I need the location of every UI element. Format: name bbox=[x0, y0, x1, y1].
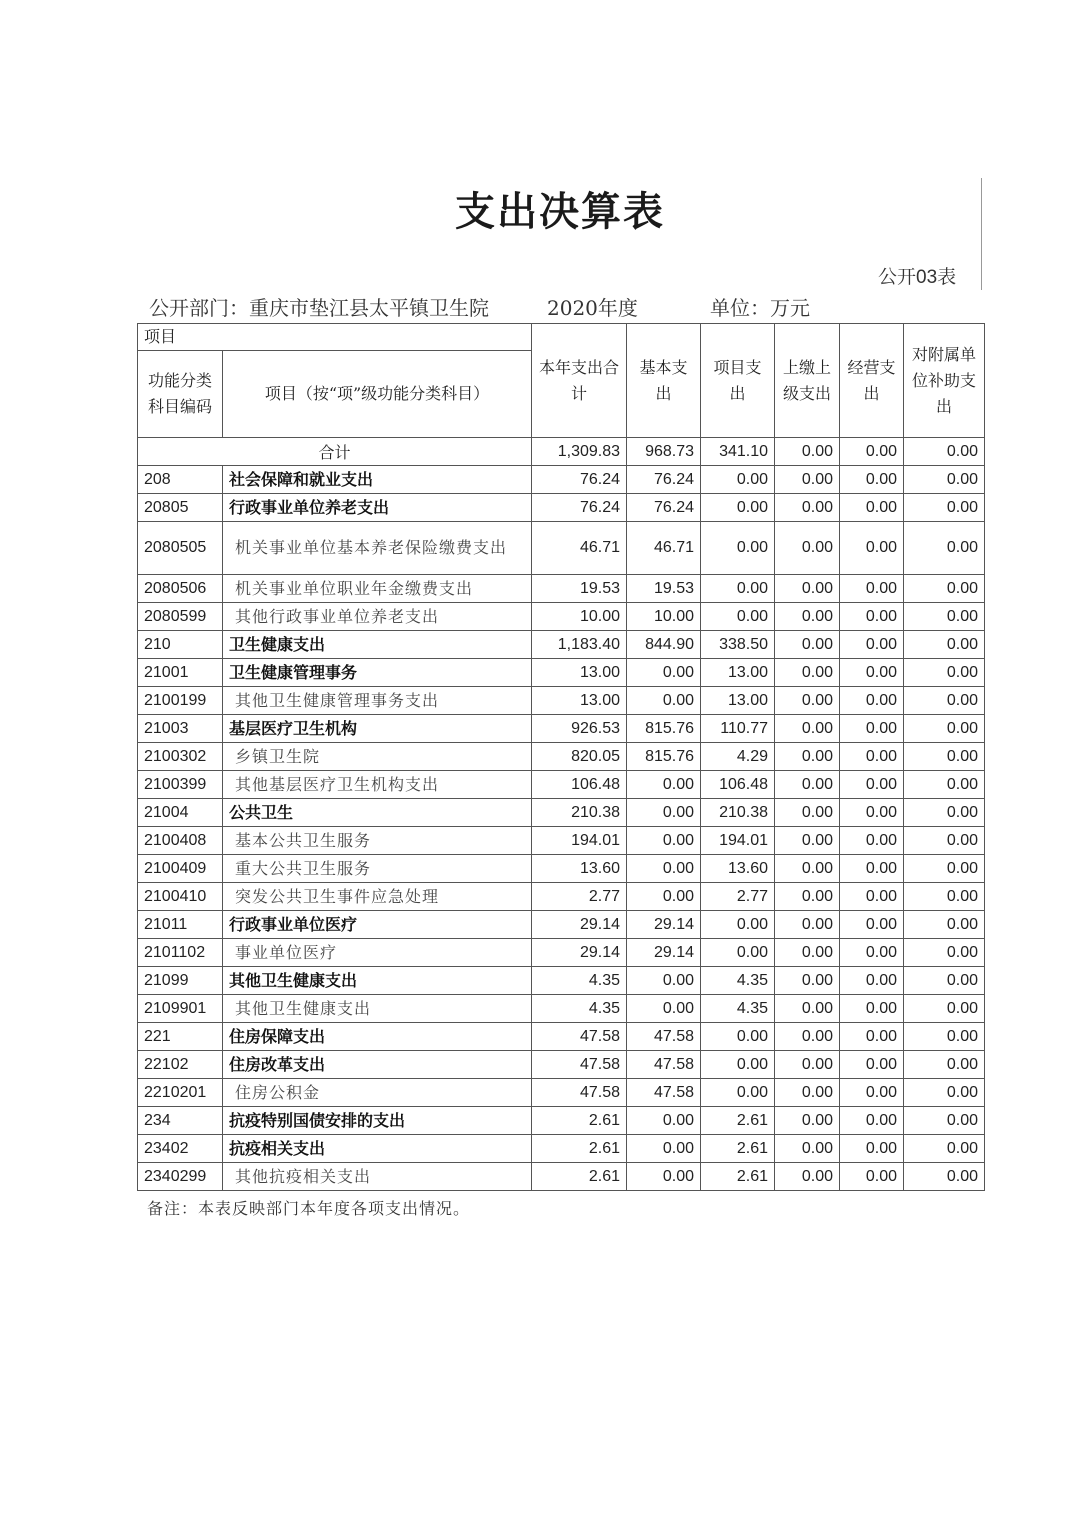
name-cell: 抗疫相关支出 bbox=[223, 1135, 532, 1163]
value-cell: 0.00 bbox=[904, 799, 985, 827]
code-cell: 2210201 bbox=[138, 1079, 223, 1107]
value-cell: 76.24 bbox=[532, 466, 627, 494]
value-cell: 0.00 bbox=[775, 1023, 840, 1051]
value-cell: 4.35 bbox=[532, 967, 627, 995]
name-cell: 社会保障和就业支出 bbox=[223, 466, 532, 494]
code-cell: 21001 bbox=[138, 659, 223, 687]
name-cell: 卫生健康管理事务 bbox=[223, 659, 532, 687]
table-row bbox=[138, 466, 985, 494]
header-project: 项目 bbox=[138, 324, 532, 351]
code-cell: 21003 bbox=[138, 715, 223, 743]
table-row bbox=[138, 911, 985, 939]
table-row bbox=[138, 939, 985, 967]
code-cell: 210 bbox=[138, 631, 223, 659]
value-cell: 0.00 bbox=[701, 575, 775, 603]
name-cell: 住房保障支出 bbox=[223, 1023, 532, 1051]
value-cell: 76.24 bbox=[627, 494, 701, 522]
value-cell: 815.76 bbox=[627, 743, 701, 771]
value-cell: 2.61 bbox=[532, 1135, 627, 1163]
value-cell: 0.00 bbox=[904, 855, 985, 883]
value-cell: 0.00 bbox=[840, 911, 904, 939]
value-cell: 0.00 bbox=[904, 883, 985, 911]
value-cell: 13.00 bbox=[701, 659, 775, 687]
name-cell: 机关事业单位职业年金缴费支出 bbox=[223, 575, 532, 603]
value-cell: 0.00 bbox=[627, 995, 701, 1023]
year-label: 2020年度 bbox=[547, 296, 638, 320]
name-cell: 其他抗疫相关支出 bbox=[223, 1163, 532, 1191]
code-cell: 2109901 bbox=[138, 995, 223, 1023]
value-cell: 0.00 bbox=[701, 911, 775, 939]
value-cell: 0.00 bbox=[775, 855, 840, 883]
code-cell: 2080506 bbox=[138, 575, 223, 603]
code-cell: 2100410 bbox=[138, 883, 223, 911]
value-cell: 0.00 bbox=[840, 995, 904, 1023]
value-cell: 106.48 bbox=[701, 771, 775, 799]
value-cell: 0.00 bbox=[627, 799, 701, 827]
code-cell: 2101102 bbox=[138, 939, 223, 967]
value-cell: 0.00 bbox=[840, 1079, 904, 1107]
value-cell: 110.77 bbox=[701, 715, 775, 743]
header-upper: 上缴上级支出 bbox=[775, 324, 840, 438]
unit-label: 单位：万元 bbox=[710, 296, 810, 320]
value-cell: 2.61 bbox=[701, 1107, 775, 1135]
code-cell: 2100409 bbox=[138, 855, 223, 883]
table-row bbox=[138, 522, 985, 575]
value-cell: 0.00 bbox=[627, 1135, 701, 1163]
value-cell: 46.71 bbox=[627, 522, 701, 575]
name-cell: 机关事业单位基本养老保险缴费支出 bbox=[223, 522, 532, 575]
value-cell: 0.00 bbox=[840, 687, 904, 715]
value-cell: 19.53 bbox=[627, 575, 701, 603]
table-row bbox=[138, 1023, 985, 1051]
value-cell: 0.00 bbox=[904, 1051, 985, 1079]
code-cell: 2080599 bbox=[138, 603, 223, 631]
value-cell: 4.35 bbox=[701, 995, 775, 1023]
value-cell: 0.00 bbox=[701, 939, 775, 967]
value-cell: 0.00 bbox=[904, 1135, 985, 1163]
name-cell: 乡镇卫生院 bbox=[223, 743, 532, 771]
value-cell: 47.58 bbox=[532, 1051, 627, 1079]
header-row-top bbox=[138, 324, 985, 351]
value-cell: 13.00 bbox=[532, 659, 627, 687]
value-cell: 0.00 bbox=[701, 603, 775, 631]
value-cell: 0.00 bbox=[840, 603, 904, 631]
name-cell: 基本公共卫生服务 bbox=[223, 827, 532, 855]
code-cell: 2340299 bbox=[138, 1163, 223, 1191]
total-row bbox=[138, 438, 985, 466]
value-cell: 2.77 bbox=[532, 883, 627, 911]
total-cell: 1,309.83 bbox=[532, 438, 627, 466]
value-cell: 0.00 bbox=[775, 603, 840, 631]
value-cell: 0.00 bbox=[904, 575, 985, 603]
total-cell: 968.73 bbox=[627, 438, 701, 466]
footnote: 备注：本表反映部门本年度各项支出情况。 bbox=[147, 1199, 471, 1218]
value-cell: 0.00 bbox=[701, 522, 775, 575]
value-cell: 47.58 bbox=[532, 1023, 627, 1051]
code-cell: 23402 bbox=[138, 1135, 223, 1163]
header-subsidy: 对附属单位补助支出 bbox=[904, 324, 985, 438]
value-cell: 210.38 bbox=[701, 799, 775, 827]
value-cell: 0.00 bbox=[701, 1023, 775, 1051]
value-cell: 0.00 bbox=[904, 939, 985, 967]
value-cell: 0.00 bbox=[775, 771, 840, 799]
code-cell: 21004 bbox=[138, 799, 223, 827]
value-cell: 820.05 bbox=[532, 743, 627, 771]
value-cell: 0.00 bbox=[627, 771, 701, 799]
value-cell: 47.58 bbox=[627, 1079, 701, 1107]
margin-line bbox=[981, 178, 982, 290]
table-row bbox=[138, 827, 985, 855]
code-cell: 2100399 bbox=[138, 771, 223, 799]
value-cell: 0.00 bbox=[701, 1051, 775, 1079]
value-cell: 13.00 bbox=[701, 687, 775, 715]
value-cell: 29.14 bbox=[627, 939, 701, 967]
code-cell: 20805 bbox=[138, 494, 223, 522]
value-cell: 0.00 bbox=[840, 522, 904, 575]
value-cell: 0.00 bbox=[904, 827, 985, 855]
value-cell: 0.00 bbox=[840, 799, 904, 827]
value-cell: 0.00 bbox=[840, 1107, 904, 1135]
value-cell: 0.00 bbox=[775, 659, 840, 687]
name-cell: 其他行政事业单位养老支出 bbox=[223, 603, 532, 631]
value-cell: 76.24 bbox=[627, 466, 701, 494]
value-cell: 0.00 bbox=[904, 1023, 985, 1051]
value-cell: 29.14 bbox=[532, 911, 627, 939]
value-cell: 0.00 bbox=[775, 995, 840, 1023]
code-cell: 2100199 bbox=[138, 687, 223, 715]
name-cell: 住房改革支出 bbox=[223, 1051, 532, 1079]
value-cell: 0.00 bbox=[904, 1079, 985, 1107]
name-cell: 其他卫生健康支出 bbox=[223, 995, 532, 1023]
total-label: 合计 bbox=[138, 438, 532, 466]
value-cell: 194.01 bbox=[701, 827, 775, 855]
value-cell: 338.50 bbox=[701, 631, 775, 659]
table-row bbox=[138, 494, 985, 522]
name-cell: 公共卫生 bbox=[223, 799, 532, 827]
name-cell: 行政事业单位医疗 bbox=[223, 911, 532, 939]
table-row bbox=[138, 855, 985, 883]
value-cell: 0.00 bbox=[840, 1051, 904, 1079]
value-cell: 29.14 bbox=[627, 911, 701, 939]
value-cell: 0.00 bbox=[775, 494, 840, 522]
header-total: 本年支出合计 bbox=[532, 324, 627, 438]
value-cell: 0.00 bbox=[775, 1079, 840, 1107]
value-cell: 0.00 bbox=[904, 687, 985, 715]
value-cell: 76.24 bbox=[532, 494, 627, 522]
code-cell: 21011 bbox=[138, 911, 223, 939]
value-cell: 0.00 bbox=[775, 939, 840, 967]
value-cell: 0.00 bbox=[627, 687, 701, 715]
value-cell: 0.00 bbox=[840, 1023, 904, 1051]
table-row bbox=[138, 1135, 985, 1163]
header-name: 项目（按“项”级功能分类科目） bbox=[223, 351, 532, 438]
department-label: 公开部门：重庆市垫江县太平镇卫生院 bbox=[149, 296, 489, 320]
name-cell: 重大公共卫生服务 bbox=[223, 855, 532, 883]
value-cell: 0.00 bbox=[627, 855, 701, 883]
value-cell: 0.00 bbox=[775, 827, 840, 855]
value-cell: 0.00 bbox=[627, 827, 701, 855]
code-cell: 2100408 bbox=[138, 827, 223, 855]
value-cell: 0.00 bbox=[775, 799, 840, 827]
value-cell: 46.71 bbox=[532, 522, 627, 575]
code-cell: 2100302 bbox=[138, 743, 223, 771]
code-cell: 234 bbox=[138, 1107, 223, 1135]
name-cell: 事业单位医疗 bbox=[223, 939, 532, 967]
total-cell: 0.00 bbox=[840, 438, 904, 466]
table-row bbox=[138, 631, 985, 659]
value-cell: 0.00 bbox=[775, 687, 840, 715]
table-row bbox=[138, 883, 985, 911]
value-cell: 0.00 bbox=[775, 522, 840, 575]
value-cell: 47.58 bbox=[532, 1079, 627, 1107]
value-cell: 10.00 bbox=[627, 603, 701, 631]
total-cell: 0.00 bbox=[904, 438, 985, 466]
value-cell: 0.00 bbox=[840, 631, 904, 659]
value-cell: 210.38 bbox=[532, 799, 627, 827]
code-cell: 2080505 bbox=[138, 522, 223, 575]
code-cell: 21099 bbox=[138, 967, 223, 995]
name-cell: 其他卫生健康管理事务支出 bbox=[223, 687, 532, 715]
value-cell: 0.00 bbox=[904, 631, 985, 659]
value-cell: 0.00 bbox=[840, 715, 904, 743]
value-cell: 0.00 bbox=[904, 715, 985, 743]
name-cell: 抗疫特别国债安排的支出 bbox=[223, 1107, 532, 1135]
table-row bbox=[138, 771, 985, 799]
value-cell: 2.61 bbox=[532, 1107, 627, 1135]
value-cell: 0.00 bbox=[840, 743, 904, 771]
value-cell: 13.00 bbox=[532, 687, 627, 715]
value-cell: 0.00 bbox=[775, 967, 840, 995]
value-cell: 0.00 bbox=[775, 1107, 840, 1135]
value-cell: 106.48 bbox=[532, 771, 627, 799]
table-row bbox=[138, 967, 985, 995]
table-row bbox=[138, 743, 985, 771]
code-cell: 208 bbox=[138, 466, 223, 494]
value-cell: 10.00 bbox=[532, 603, 627, 631]
total-cell: 341.10 bbox=[701, 438, 775, 466]
value-cell: 0.00 bbox=[701, 466, 775, 494]
table-row bbox=[138, 575, 985, 603]
table-row bbox=[138, 799, 985, 827]
value-cell: 0.00 bbox=[627, 1107, 701, 1135]
expenditure-table bbox=[137, 323, 985, 1191]
table-row bbox=[138, 1051, 985, 1079]
value-cell: 0.00 bbox=[627, 967, 701, 995]
value-cell: 844.90 bbox=[627, 631, 701, 659]
value-cell: 0.00 bbox=[775, 1163, 840, 1191]
value-cell: 13.60 bbox=[701, 855, 775, 883]
value-cell: 29.14 bbox=[532, 939, 627, 967]
value-cell: 0.00 bbox=[840, 855, 904, 883]
value-cell: 0.00 bbox=[840, 659, 904, 687]
value-cell: 0.00 bbox=[904, 967, 985, 995]
value-cell: 0.00 bbox=[840, 883, 904, 911]
name-cell: 住房公积金 bbox=[223, 1079, 532, 1107]
value-cell: 0.00 bbox=[627, 883, 701, 911]
table-row bbox=[138, 687, 985, 715]
value-cell: 0.00 bbox=[840, 771, 904, 799]
value-cell: 47.58 bbox=[627, 1023, 701, 1051]
value-cell: 194.01 bbox=[532, 827, 627, 855]
name-cell: 卫生健康支出 bbox=[223, 631, 532, 659]
code-cell: 221 bbox=[138, 1023, 223, 1051]
value-cell: 0.00 bbox=[775, 1051, 840, 1079]
value-cell: 2.61 bbox=[701, 1135, 775, 1163]
value-cell: 4.35 bbox=[701, 967, 775, 995]
value-cell: 0.00 bbox=[904, 522, 985, 575]
value-cell: 0.00 bbox=[840, 575, 904, 603]
total-cell: 0.00 bbox=[775, 438, 840, 466]
value-cell: 0.00 bbox=[840, 466, 904, 494]
value-cell: 0.00 bbox=[904, 1163, 985, 1191]
value-cell: 0.00 bbox=[904, 659, 985, 687]
value-cell: 926.53 bbox=[532, 715, 627, 743]
table-row bbox=[138, 715, 985, 743]
header-code: 功能分类科目编码 bbox=[138, 351, 223, 438]
value-cell: 0.00 bbox=[775, 575, 840, 603]
table-row bbox=[138, 1107, 985, 1135]
value-cell: 0.00 bbox=[775, 911, 840, 939]
name-cell: 行政事业单位养老支出 bbox=[223, 494, 532, 522]
value-cell: 0.00 bbox=[775, 883, 840, 911]
value-cell: 19.53 bbox=[532, 575, 627, 603]
value-cell: 0.00 bbox=[701, 1079, 775, 1107]
value-cell: 0.00 bbox=[904, 603, 985, 631]
value-cell: 0.00 bbox=[627, 1163, 701, 1191]
value-cell: 2.61 bbox=[532, 1163, 627, 1191]
page-title: 支出决算表 bbox=[455, 188, 665, 235]
value-cell: 0.00 bbox=[904, 494, 985, 522]
value-cell: 0.00 bbox=[840, 494, 904, 522]
header-operation: 经营支出 bbox=[840, 324, 904, 438]
value-cell: 1,183.40 bbox=[532, 631, 627, 659]
name-cell: 其他卫生健康支出 bbox=[223, 967, 532, 995]
value-cell: 0.00 bbox=[701, 494, 775, 522]
value-cell: 0.00 bbox=[904, 743, 985, 771]
table-row bbox=[138, 1079, 985, 1107]
table-row bbox=[138, 603, 985, 631]
value-cell: 0.00 bbox=[840, 1135, 904, 1163]
value-cell: 0.00 bbox=[904, 911, 985, 939]
value-cell: 0.00 bbox=[840, 967, 904, 995]
table-row bbox=[138, 659, 985, 687]
value-cell: 0.00 bbox=[840, 939, 904, 967]
value-cell: 0.00 bbox=[775, 631, 840, 659]
name-cell: 突发公共卫生事件应急处理 bbox=[223, 883, 532, 911]
table-row bbox=[138, 995, 985, 1023]
value-cell: 0.00 bbox=[627, 659, 701, 687]
value-cell: 0.00 bbox=[775, 715, 840, 743]
name-cell: 其他基层医疗卫生机构支出 bbox=[223, 771, 532, 799]
value-cell: 0.00 bbox=[904, 771, 985, 799]
table-row bbox=[138, 1163, 985, 1191]
table-code: 公开03表 bbox=[878, 267, 957, 288]
value-cell: 0.00 bbox=[775, 1135, 840, 1163]
value-cell: 0.00 bbox=[904, 466, 985, 494]
value-cell: 13.60 bbox=[532, 855, 627, 883]
header-basic: 基本支出 bbox=[627, 324, 701, 438]
value-cell: 0.00 bbox=[840, 827, 904, 855]
value-cell: 815.76 bbox=[627, 715, 701, 743]
value-cell: 0.00 bbox=[904, 995, 985, 1023]
value-cell: 4.29 bbox=[701, 743, 775, 771]
code-cell: 22102 bbox=[138, 1051, 223, 1079]
value-cell: 0.00 bbox=[775, 743, 840, 771]
header-project-expense: 项目支出 bbox=[701, 324, 775, 438]
value-cell: 2.77 bbox=[701, 883, 775, 911]
value-cell: 0.00 bbox=[904, 1107, 985, 1135]
value-cell: 0.00 bbox=[840, 1163, 904, 1191]
name-cell: 基层医疗卫生机构 bbox=[223, 715, 532, 743]
value-cell: 0.00 bbox=[775, 466, 840, 494]
value-cell: 4.35 bbox=[532, 995, 627, 1023]
value-cell: 47.58 bbox=[627, 1051, 701, 1079]
value-cell: 2.61 bbox=[701, 1163, 775, 1191]
